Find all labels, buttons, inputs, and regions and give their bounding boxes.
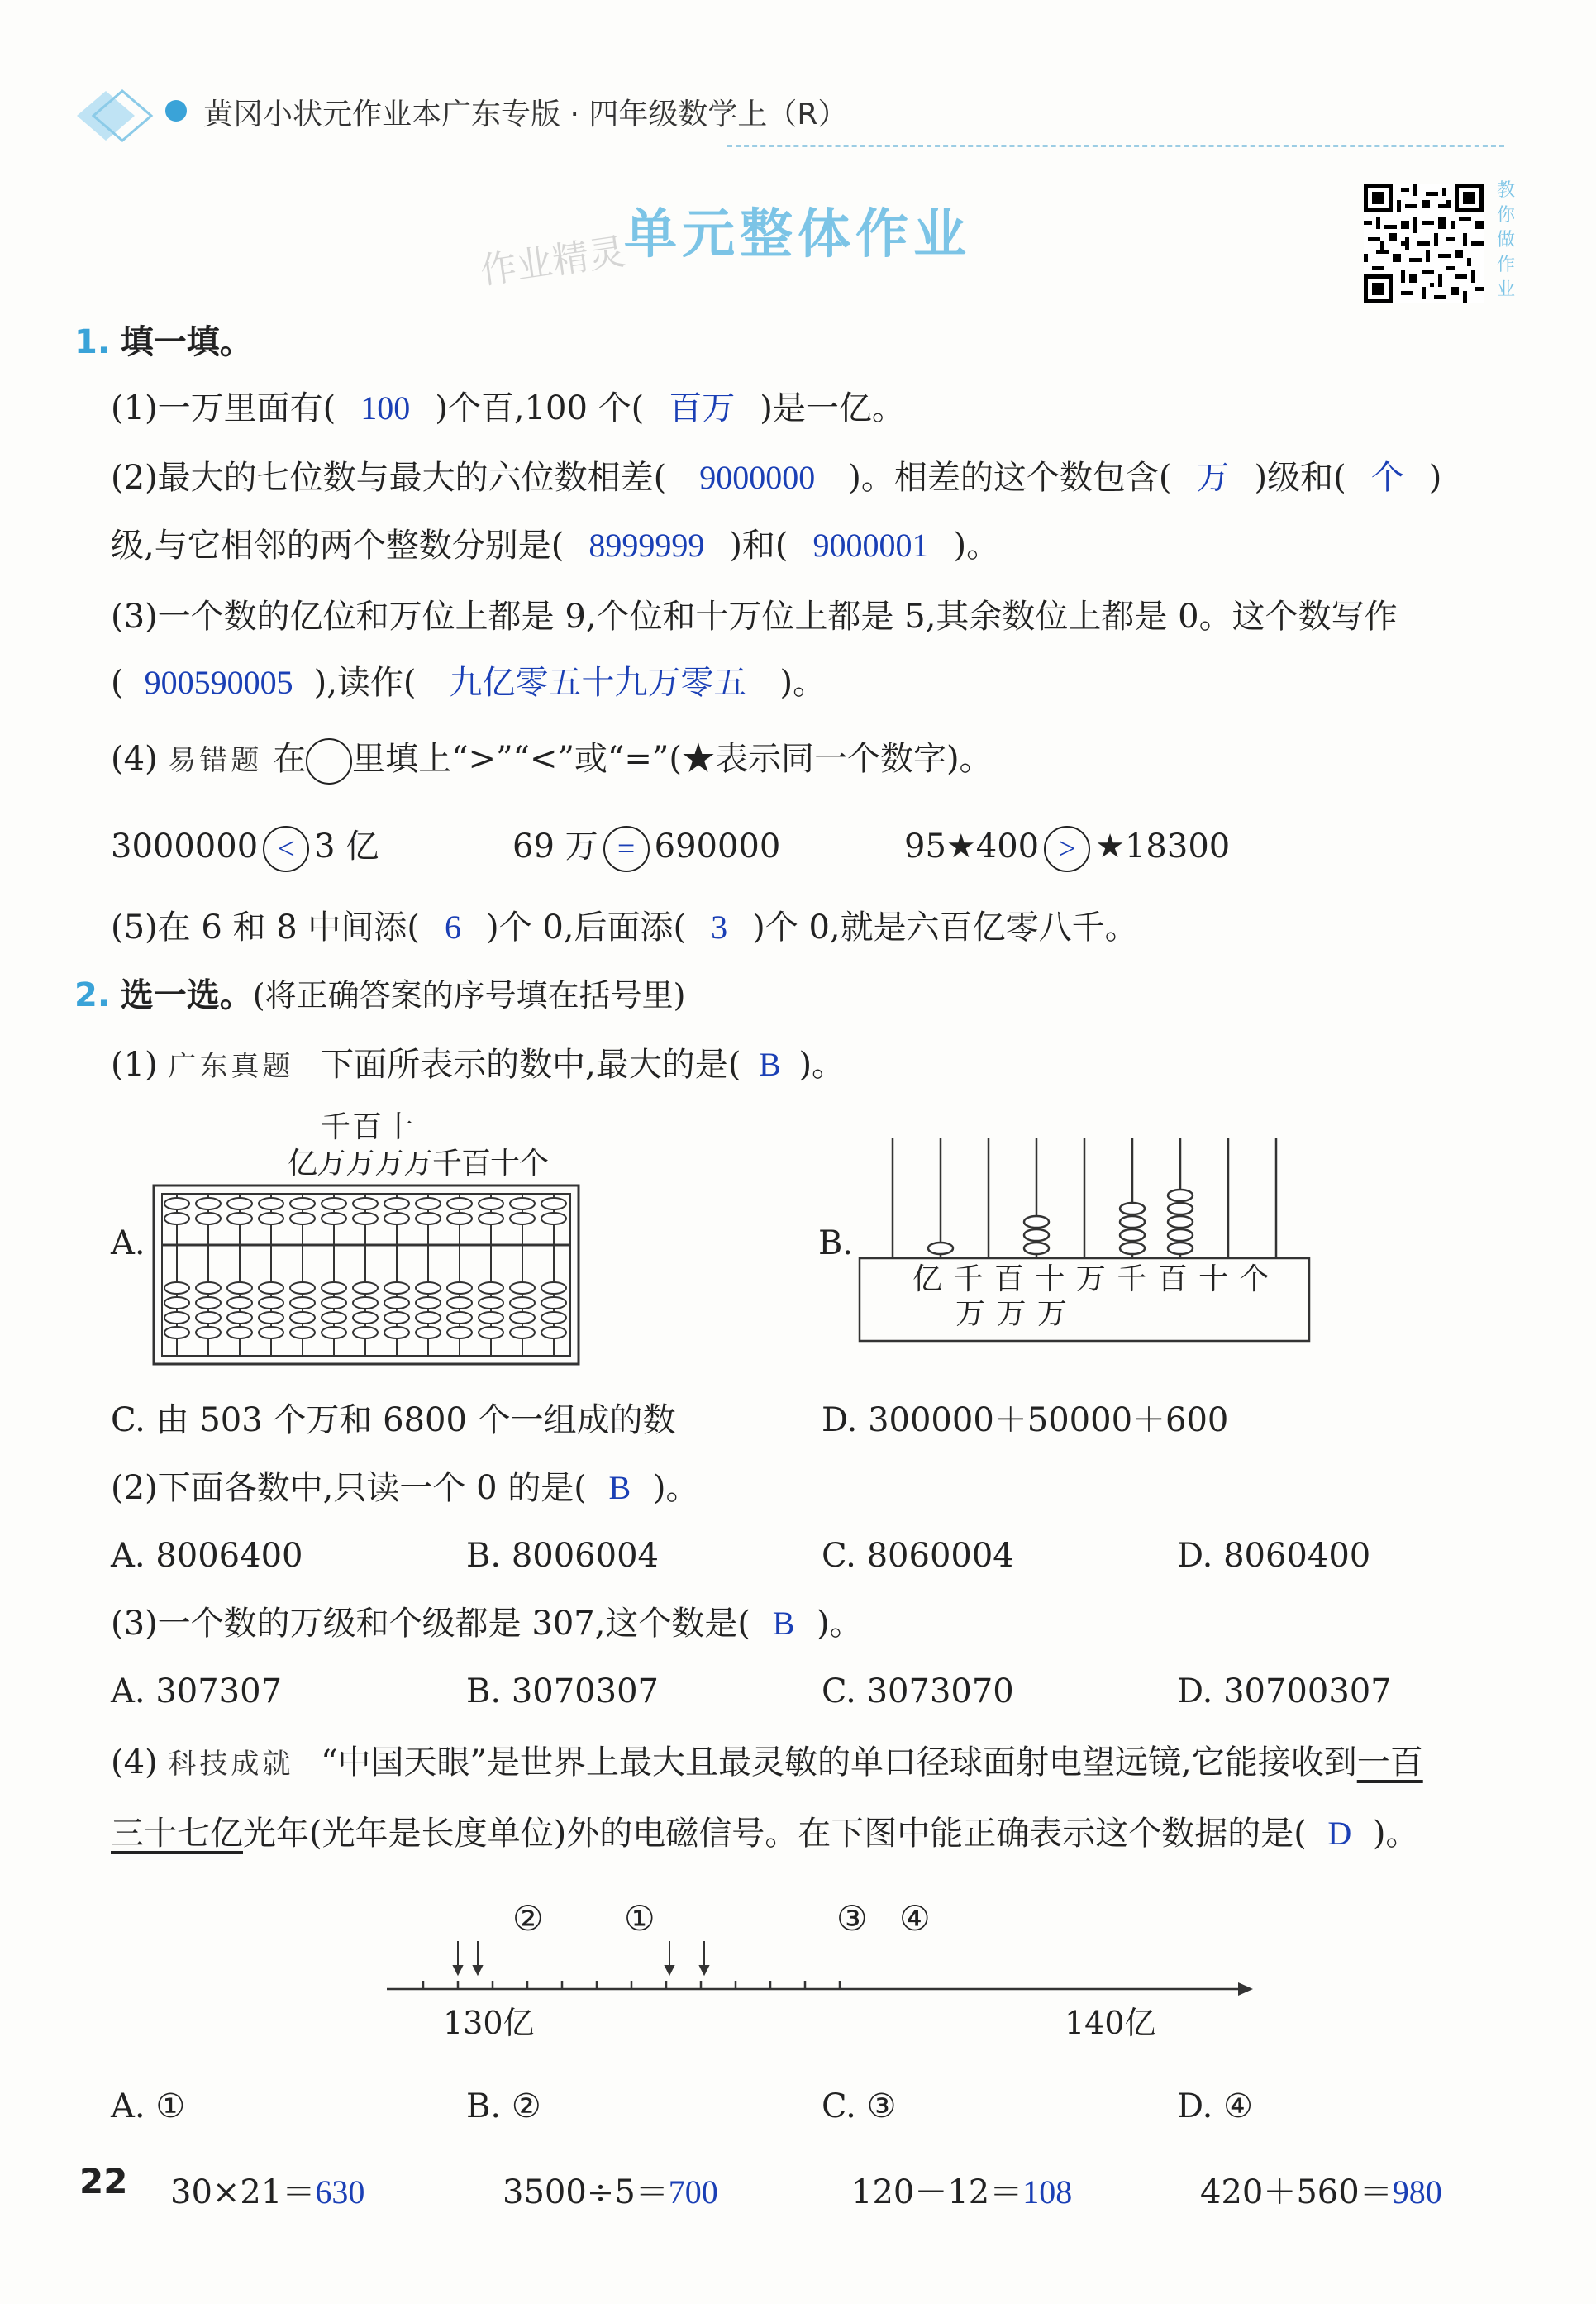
abacus-bead [259, 1327, 283, 1338]
abacus-bead [227, 1297, 252, 1309]
answer-blank[interactable]: 900590005 [144, 664, 293, 701]
q2-p2-option-a: A. 8006400 [111, 1537, 303, 1575]
abacus-bead [164, 1312, 189, 1324]
abacus-bead [227, 1327, 252, 1338]
footer-calc-2: 3500÷5＝700 [503, 2173, 718, 2211]
abacus-bead [322, 1312, 346, 1324]
abacus-bead [416, 1198, 441, 1209]
counter-bead [1120, 1216, 1145, 1228]
abacus-bead [164, 1297, 189, 1309]
counter-labels-top: 亿 千 百 十 万 千 百 十 个 [912, 1262, 1270, 1296]
abacus-bead [447, 1297, 472, 1309]
abacus-bead [227, 1198, 252, 1209]
abacus-bead [259, 1282, 283, 1294]
q2-part3: (3)一个数的万级和个级都是 307,这个数是( B )。 [111, 1600, 863, 1647]
abacus-bead [384, 1198, 409, 1209]
q2-p2-option-b: B. 8006004 [466, 1537, 659, 1575]
footer-calc-1: 30×21＝630 [170, 2173, 365, 2211]
q1-title: 填一填。 [120, 323, 253, 361]
footer-calc-4: 420＋560＝980 [1200, 2173, 1442, 2211]
q2-p3-option-d: D. 30700307 [1177, 1672, 1392, 1710]
q2-part2: (2)下面各数中,只读一个 0 的是( B )。 [111, 1465, 698, 1511]
empty-circle-icon [306, 738, 352, 785]
abacus-bead [416, 1327, 441, 1338]
number-line-left-label: 130亿 [443, 2005, 535, 2041]
watermark: 作业精灵 [477, 230, 628, 293]
abacus-bead [353, 1282, 378, 1294]
compare-answer[interactable]: = [603, 826, 650, 872]
q2-number: 2. [74, 976, 111, 1014]
counter-bead [1120, 1243, 1145, 1254]
abacus-bead [164, 1198, 189, 1209]
q1-part2-line2: 级,与它相邻的两个整数分别是( 8999999 )和( 9000001 )。 [111, 522, 999, 569]
abacus-bead [541, 1198, 566, 1209]
counter-bead [1024, 1216, 1049, 1228]
q2-p2-option-d: D. 8060400 [1177, 1537, 1371, 1575]
page-title: 单元整体作业 [624, 204, 971, 265]
abacus-bead [510, 1198, 535, 1209]
abacus-bead [290, 1327, 315, 1338]
tag-error-prone: 易错题 [168, 744, 263, 777]
q2-p3-option-b: B. 3070307 [466, 1672, 659, 1710]
abacus-bead [447, 1312, 472, 1324]
marker-1: ① [624, 1898, 655, 1939]
abacus-bead [541, 1312, 566, 1324]
q2-p4-option-a: A. ① [111, 2087, 186, 2125]
abacus-bead [196, 1282, 221, 1294]
abacus-bead [510, 1282, 535, 1294]
abacus-bead [479, 1297, 503, 1309]
abacus-bead [510, 1213, 535, 1224]
answer-blank[interactable]: 九亿零五十九万零五 [449, 664, 747, 701]
abacus-bead [353, 1198, 378, 1209]
abacus-labels: 亿万万万万千百十个 [288, 1147, 549, 1181]
compare-answer[interactable]: > [1044, 826, 1090, 872]
q2-part4: (4) 科技成就 “中国天眼”是世界上最大且最灵敏的单口径球面射电望远镜,它能接收到一百 [111, 1744, 1423, 1782]
answer-blank[interactable]: 100 [360, 389, 411, 427]
abacus-bead [196, 1213, 221, 1224]
marker-4: ④ [899, 1898, 931, 1939]
q2-p4-option-b: B. ② [466, 2087, 541, 2125]
abacus-bead [290, 1213, 315, 1224]
number-line-arrow-head [474, 1966, 482, 1974]
q1-part2: (2)最大的七位数与最大的六位数相差( 9000000 )。相差的这个数包含( 万 )级和( 个 ) [111, 455, 1441, 501]
abacus-bead [290, 1282, 315, 1294]
compare-answer[interactable]: < [263, 826, 309, 872]
abacus-bead [510, 1312, 535, 1324]
counter-bead [1168, 1190, 1193, 1201]
abacus-bead [322, 1198, 346, 1209]
abacus-bead [290, 1297, 315, 1309]
header-dot-icon [165, 100, 187, 122]
q2-p3-option-c: C. 3073070 [822, 1672, 1014, 1710]
qr-side-text: 教 你 做 作 业 [1496, 180, 1515, 300]
abacus-bead [447, 1327, 472, 1338]
abacus-bead [510, 1327, 535, 1338]
q1-number: 1. [74, 323, 111, 361]
abacus-bead [541, 1327, 566, 1338]
abacus-bead [259, 1312, 283, 1324]
abacus-bead [227, 1282, 252, 1294]
abacus-bead [196, 1312, 221, 1324]
number-line-arrow-head [454, 1966, 462, 1974]
abacus-bead [447, 1198, 472, 1209]
abacus-bead [322, 1327, 346, 1338]
q1-compare-1: 3000000 < 3 亿 [111, 823, 379, 872]
abacus-bead [416, 1312, 441, 1324]
abacus-bead [447, 1213, 472, 1224]
counter-bead [1120, 1229, 1145, 1241]
abacus-bead [541, 1213, 566, 1224]
abacus-bead [353, 1327, 378, 1338]
tag-tech-achievement: 科技成就 [168, 1748, 294, 1781]
counter-bead [1024, 1229, 1049, 1241]
abacus-bead [290, 1312, 315, 1324]
abacus-bead [416, 1282, 441, 1294]
answer-blank[interactable]: 万 [1196, 459, 1230, 496]
abacus-bead [384, 1327, 409, 1338]
abacus-bead [541, 1297, 566, 1309]
q1-part4: (4) 易错题 在 里填上“>”“<”或“=”(★表示同一个数字)。 [111, 736, 993, 785]
q2-part1: (1) 广东真题 下面所表示的数中,最大的是( B )。 [111, 1042, 845, 1090]
counter-bead [1024, 1243, 1049, 1254]
q2-part4-line2: 三十七亿光年(光年是长度单位)外的电磁信号。在下图中能正确表示这个数据的是( D )。 [111, 1810, 1418, 1857]
q2-heading [74, 969, 685, 1016]
abacus-diagram [152, 1184, 580, 1366]
abacus-bead [164, 1327, 189, 1338]
abacus-bead [384, 1297, 409, 1309]
abacus-bead [384, 1282, 409, 1294]
header-diamond-icon [73, 83, 164, 149]
q2-p4-option-d: D. ④ [1177, 2087, 1253, 2125]
q2-title-note: (将正确答案的序号填在括号里) [252, 977, 686, 1014]
abacus-bead [353, 1297, 378, 1309]
option-c: C. 由 503 个万和 6800 个一组成的数 [111, 1401, 676, 1439]
header-divider [727, 145, 1504, 147]
q2-title: 选一选。 [120, 976, 253, 1014]
abacus-bead [227, 1312, 252, 1324]
counter-bead [1168, 1216, 1193, 1228]
abacus-bead [322, 1297, 346, 1309]
abacus-bead [510, 1297, 535, 1309]
abacus-bead [479, 1327, 503, 1338]
qr-code-icon[interactable] [1364, 184, 1484, 303]
abacus-bead [353, 1213, 378, 1224]
abacus-bead [164, 1213, 189, 1224]
answer-blank[interactable]: B [759, 1046, 781, 1083]
option-b-label: B. [818, 1224, 854, 1262]
counter-frame-diagram [858, 1138, 1313, 1344]
counter-bead [1168, 1243, 1193, 1254]
answer-blank[interactable]: 8999999 [588, 527, 705, 564]
abacus-bead [479, 1198, 503, 1209]
abacus-bead [290, 1198, 315, 1209]
abacus-bead [164, 1282, 189, 1294]
q1-part1: (1)一万里面有( 100 )个百,100 个( 百万 )是一亿。 [111, 385, 905, 432]
abacus-bead [353, 1312, 378, 1324]
abacus-labels-top: 千百十 [321, 1110, 416, 1144]
answer-blank[interactable]: B [772, 1605, 795, 1642]
counter-labels-bottom: 万 万 万 [955, 1297, 1068, 1331]
abacus-bead [479, 1213, 503, 1224]
abacus-bead [479, 1282, 503, 1294]
q1-compare-3: 95★400 > ★18300 [904, 823, 1230, 872]
option-d: D. 300000＋50000＋600 [822, 1401, 1229, 1439]
number-line-arrow-head [665, 1966, 674, 1974]
answer-blank[interactable]: 6 [445, 909, 462, 946]
answer-blank[interactable]: 3 [711, 909, 728, 946]
abacus-bead [479, 1312, 503, 1324]
marker-3: ③ [836, 1898, 868, 1939]
q1-part3: (3)一个数的亿位和万位上都是 9,个位和十万位上都是 5,其余数位上都是 0。这个数写作 [111, 598, 1398, 636]
answer-blank[interactable]: 9000001 [812, 527, 929, 564]
abacus-bead [322, 1213, 346, 1224]
footer-calc-3: 120－12＝108 [851, 2173, 1073, 2211]
q2-p2-option-c: C. 8060004 [822, 1537, 1014, 1575]
q1-compare-2: 69 万 = 690000 [512, 823, 780, 872]
answer-blank[interactable]: 9000000 [699, 459, 816, 496]
counter-bead [1168, 1229, 1193, 1241]
q1-part5: (5)在 6 和 8 中间添( 6 )个 0,后面添( 3 )个 0,就是六百亿零八千。 [111, 904, 1138, 951]
q1-part3-line2: ( 900590005 ),读作( 九亿零五十九万零五 )。 [111, 660, 826, 706]
q1-heading [74, 316, 253, 363]
abacus-bead [322, 1282, 346, 1294]
abacus-bead [447, 1282, 472, 1294]
abacus-bead [196, 1198, 221, 1209]
answer-blank[interactable]: 个 [1370, 459, 1404, 496]
abacus-bead [196, 1297, 221, 1309]
counter-bead [928, 1243, 953, 1254]
counter-bead [1120, 1203, 1145, 1214]
abacus-bead [384, 1213, 409, 1224]
abacus-bead [259, 1297, 283, 1309]
counter-bead [1168, 1203, 1193, 1214]
abacus-bead [259, 1198, 283, 1209]
abacus-bead [227, 1213, 252, 1224]
number-line-arrow-head [700, 1966, 708, 1974]
page-number: 22 [79, 2161, 128, 2201]
tag-guangdong-real: 广东真题 [168, 1050, 294, 1083]
answer-blank[interactable]: 百万 [669, 389, 736, 427]
abacus-bead [416, 1213, 441, 1224]
header-text: 黄冈小状元作业本广东专版 · 四年级数学上（R） [203, 98, 848, 131]
option-a-label: A. [111, 1224, 145, 1262]
q2-p3-option-a: A. 307307 [111, 1672, 283, 1710]
answer-blank[interactable]: B [608, 1469, 631, 1506]
answer-blank[interactable]: D [1327, 1815, 1352, 1852]
abacus-bead [541, 1282, 566, 1294]
marker-2: ② [512, 1898, 544, 1939]
abacus-bead [196, 1327, 221, 1338]
abacus-bead [384, 1312, 409, 1324]
abacus-bead [259, 1213, 283, 1224]
number-line-right-label: 140亿 [1065, 2005, 1156, 2041]
q2-p4-option-c: C. ③ [822, 2087, 897, 2125]
abacus-bead [416, 1297, 441, 1309]
